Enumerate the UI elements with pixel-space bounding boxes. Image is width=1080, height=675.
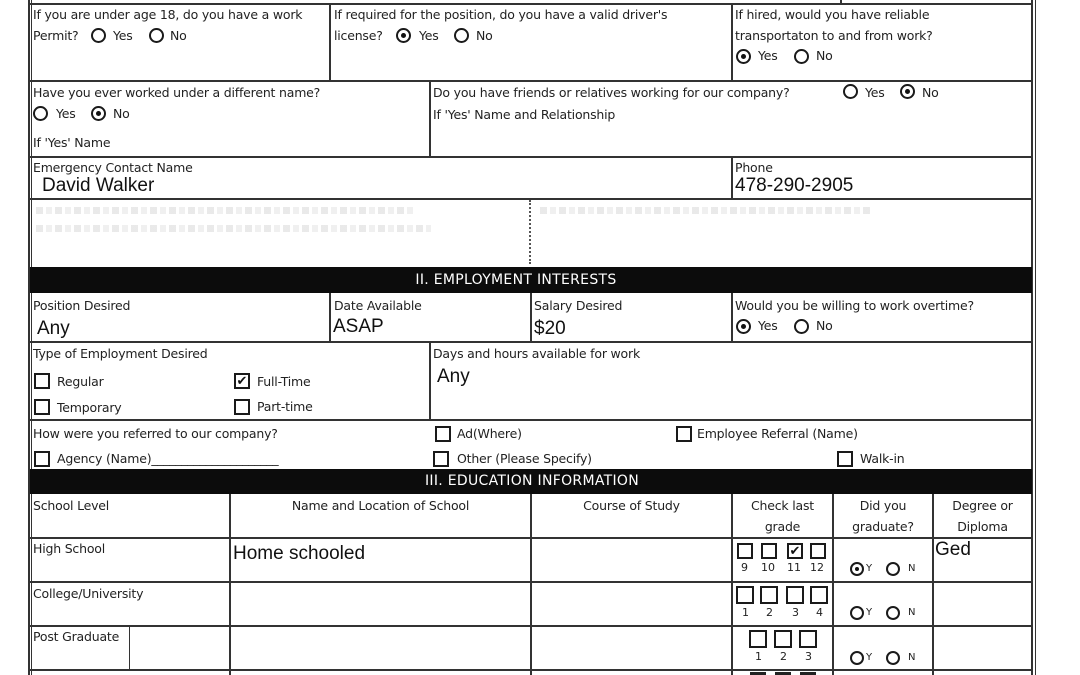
faded-text-line (540, 207, 870, 214)
col-divider (840, 0, 842, 4)
header-school-level: School Level (33, 498, 110, 513)
relatives-if-yes-label: If 'Yes' Name and Relationship (433, 107, 616, 122)
year-2-checkbox[interactable] (760, 586, 778, 604)
row-divider (30, 625, 1033, 627)
col-divider (530, 494, 532, 675)
graduated-yes-label: Y (866, 652, 873, 663)
header-check-grade-2: grade (764, 519, 801, 534)
header-degree-1: Degree or (952, 498, 1013, 513)
part-time-checkbox[interactable] (234, 399, 250, 415)
transportation-question-2: transportaton to and from work? (735, 28, 933, 43)
graduated-yes-radio[interactable] (850, 651, 864, 665)
header-graduate-2: graduate? (852, 519, 914, 534)
form-right-border-outer (1035, 0, 1036, 675)
graduated-no-label: N (908, 563, 916, 574)
form-left-border-inner (31, 0, 32, 675)
transportation-question: If hired, would you have reliable (735, 7, 930, 22)
overtime-yes-radio[interactable] (736, 319, 751, 334)
overtime-no-radio[interactable] (794, 319, 809, 334)
row-divider (30, 156, 1033, 158)
ad-checkbox[interactable] (435, 426, 451, 442)
date-available-label: Date Available (334, 298, 422, 313)
form-left-border (28, 0, 30, 675)
drivers-license-yes-radio[interactable] (396, 28, 411, 43)
part-time-label: Part-time (257, 399, 313, 414)
col-divider (731, 156, 733, 198)
employment-type-label: Type of Employment Desired (33, 346, 208, 361)
section-2-title: II. EMPLOYMENT INTERESTS (415, 272, 617, 288)
work-permit-yes-radio[interactable] (91, 28, 106, 43)
days-hours-value[interactable]: Any (437, 366, 470, 387)
regular-label: Regular (57, 374, 104, 389)
work-permit-no-label: No (170, 28, 187, 43)
graduated-no-radio[interactable] (886, 651, 900, 665)
year-1-checkbox[interactable] (736, 586, 754, 604)
regular-checkbox[interactable] (34, 373, 50, 389)
col-divider (731, 3, 733, 81)
year-label: 2 (780, 650, 787, 663)
date-available-value[interactable]: ASAP (333, 316, 384, 337)
faded-text-line (36, 225, 431, 232)
year-label: 1 (755, 650, 762, 663)
row-divider (30, 341, 1033, 343)
graduated-yes-label: Y (866, 563, 873, 574)
school-name[interactable]: Home schooled (233, 543, 366, 564)
form-right-border (1031, 0, 1033, 675)
col-divider (129, 626, 130, 670)
graduated-yes-radio[interactable] (850, 606, 864, 620)
row-divider (30, 80, 1033, 82)
drivers-license-yes-label: Yes (419, 28, 439, 43)
row-divider (30, 537, 1033, 539)
employee-referral-label: Employee Referral (Name) (697, 426, 858, 441)
degree-value[interactable]: Ged (935, 539, 971, 560)
row-divider (30, 3, 1033, 5)
year-3-checkbox[interactable] (786, 586, 804, 604)
drivers-license-no-label: No (476, 28, 493, 43)
overtime-no-label: No (816, 318, 833, 333)
different-name-no-radio[interactable] (91, 106, 106, 121)
col-divider (329, 293, 331, 341)
walk-in-label: Walk-in (860, 451, 905, 466)
col-divider (731, 293, 733, 341)
grade-label: 9 (741, 561, 748, 574)
grade-label: 12 (810, 561, 824, 574)
col-divider (429, 341, 431, 419)
other-checkbox[interactable] (433, 451, 449, 467)
graduated-yes-label: Y (866, 607, 873, 618)
different-name-if-yes-label: If 'Yes' Name (33, 135, 111, 150)
year-label: 4 (816, 606, 823, 619)
drivers-license-question-2: license? (334, 28, 383, 43)
emergency-contact-value[interactable]: David Walker (42, 175, 155, 196)
school-level: College/University (33, 586, 144, 601)
different-name-no-label: No (113, 106, 130, 121)
grade-9-checkbox[interactable] (737, 543, 753, 559)
work-permit-yes-label: Yes (113, 28, 133, 43)
agency-checkbox[interactable] (34, 451, 50, 467)
graduated-no-label: N (908, 652, 916, 663)
grade-12-checkbox[interactable] (810, 543, 826, 559)
phone-label: Phone (735, 160, 773, 175)
section-3-title: III. EDUCATION INFORMATION (425, 473, 639, 489)
relatives-question: Do you have friends or relatives working for our company? (433, 85, 790, 100)
emergency-contact-label: Emergency Contact Name (33, 160, 193, 175)
transportation-yes-label: Yes (758, 48, 778, 63)
year-3-checkbox[interactable] (799, 630, 817, 648)
transportation-no-label: No (816, 48, 833, 63)
phone-value[interactable]: 478-290-2905 (735, 175, 854, 196)
year-label: 2 (766, 606, 773, 619)
header-graduate-1: Did you (859, 498, 907, 513)
col-divider (229, 494, 231, 675)
other-label: Other (Please Specify) (457, 451, 592, 466)
col-divider (329, 3, 331, 81)
faded-text-line (36, 207, 416, 214)
graduated-yes-radio[interactable] (850, 562, 864, 576)
salary-desired-value[interactable]: $20 (534, 318, 566, 339)
days-hours-label: Days and hours available for work (433, 346, 640, 361)
full-time-label: Full-Time (257, 374, 311, 389)
different-name-yes-radio[interactable] (33, 106, 48, 121)
year-1-checkbox[interactable] (749, 630, 767, 648)
row-divider (30, 419, 1033, 421)
header-name-location: Name and Location of School (291, 498, 470, 513)
salary-desired-label: Salary Desired (534, 298, 623, 313)
col-divider (429, 80, 431, 156)
different-name-question: Have you ever worked under a different name? (33, 85, 321, 100)
row-divider (30, 669, 1033, 671)
work-permit-no-radio[interactable] (149, 28, 164, 43)
school-level: Post Graduate (33, 629, 120, 644)
drivers-license-question: If required for the position, do you have a valid driver's (334, 7, 668, 22)
drivers-license-no-radio[interactable] (454, 28, 469, 43)
different-name-yes-label: Yes (56, 106, 76, 121)
overtime-question: Would you be willing to work overtime? (735, 298, 974, 313)
temporary-label: Temporary (57, 400, 122, 415)
relatives-no-label: No (922, 85, 939, 100)
full-time-checkbox[interactable]: ✔ (234, 373, 250, 389)
graduated-no-radio[interactable] (886, 606, 900, 620)
grade-label: 10 (761, 561, 775, 574)
work-permit-question-2: Permit? (33, 28, 79, 43)
section-2-header (30, 267, 1032, 293)
grade-label: 11 (787, 561, 801, 574)
year-label: 1 (742, 606, 749, 619)
relatives-no-radio[interactable] (900, 84, 915, 99)
year-label: 3 (792, 606, 799, 619)
header-degree-2: Diploma (957, 519, 1008, 534)
header-course: Course of Study (583, 498, 680, 513)
overtime-yes-label: Yes (758, 318, 778, 333)
section-3-header (30, 469, 1032, 494)
row-divider (30, 581, 1033, 583)
temporary-checkbox[interactable] (34, 399, 50, 415)
graduated-no-label: N (908, 607, 916, 618)
header-check-grade-1: Check last (751, 498, 814, 513)
col-divider (530, 293, 532, 341)
walk-in-checkbox[interactable] (837, 451, 853, 467)
dotted-divider (529, 200, 531, 264)
grade-11-checkbox[interactable]: ✔ (787, 543, 803, 559)
grade-10-checkbox[interactable] (761, 543, 777, 559)
work-permit-question: If you are under age 18, do you have a work (33, 7, 303, 22)
position-desired-label: Position Desired (33, 298, 131, 313)
transportation-no-radio[interactable] (794, 49, 809, 64)
position-desired-value[interactable]: Any (37, 318, 70, 339)
agency-label: Agency (Name)_____________________ (57, 451, 279, 466)
school-level: High School (33, 541, 106, 556)
graduated-no-radio[interactable] (886, 562, 900, 576)
employee-referral-checkbox[interactable] (676, 426, 692, 442)
ad-label: Ad(Where) (457, 426, 522, 441)
year-4-checkbox[interactable] (810, 586, 828, 604)
year-label: 3 (805, 650, 812, 663)
year-2-checkbox[interactable] (774, 630, 792, 648)
relatives-yes-radio[interactable] (843, 84, 858, 99)
transportation-yes-radio[interactable] (736, 49, 751, 64)
referral-question: How were you referred to our company? (33, 426, 278, 441)
row-divider (30, 198, 1033, 200)
relatives-yes-label: Yes (865, 85, 885, 100)
